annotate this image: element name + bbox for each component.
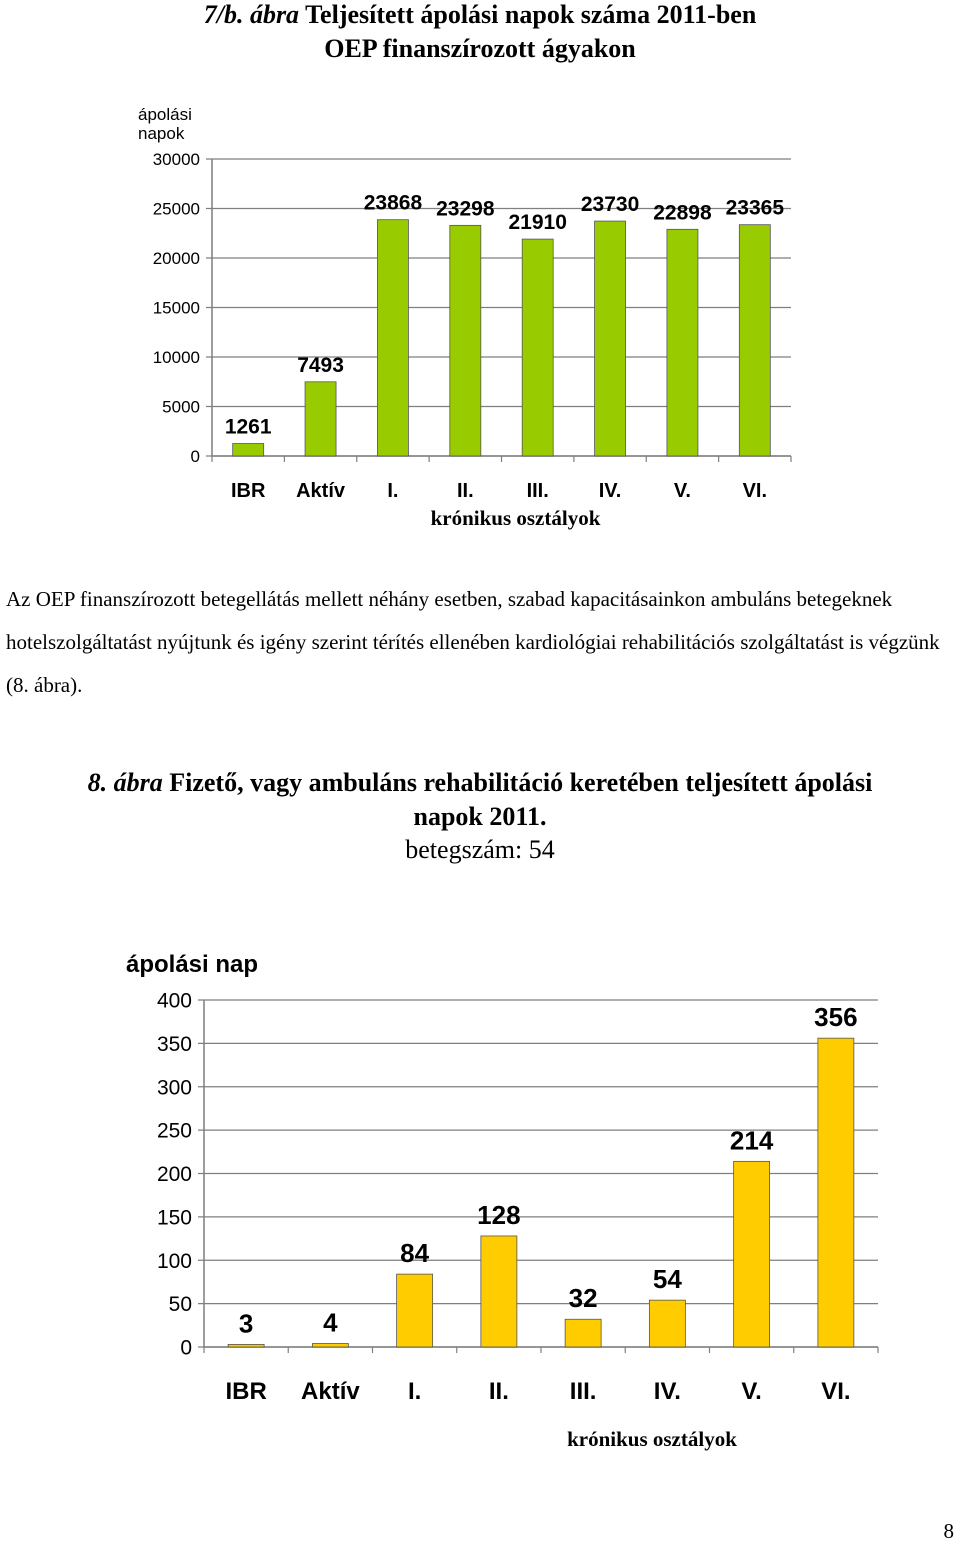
y-tick-label: 5000 <box>162 397 200 417</box>
data-label: 3 <box>238 1308 254 1339</box>
y-tick-label: 400 <box>156 989 192 1013</box>
data-label: 1261 <box>224 415 272 439</box>
y-axis-label: ápolási napok <box>138 105 192 143</box>
chart-paid-rehab-nursing-days <box>0 940 960 1420</box>
figure7-caption-line2: OEP finanszírozott ágyakon <box>324 34 636 63</box>
data-label: 356 <box>814 1002 858 1033</box>
y-tick-label: 15000 <box>152 298 200 318</box>
y-tick-label: 30000 <box>152 150 200 170</box>
x-category-label: II. <box>456 480 474 502</box>
y-axis-label: ápolási nap <box>126 951 259 978</box>
y-tick-label: 250 <box>156 1119 192 1143</box>
y-tick-label: 300 <box>156 1076 192 1100</box>
figure8-caption-prefix: 8. ábra <box>87 768 163 797</box>
y-tick-label: 150 <box>156 1206 192 1230</box>
data-label: 54 <box>652 1264 682 1295</box>
x-category-label: V. <box>741 1378 762 1405</box>
x-category-label: VI. <box>742 480 768 502</box>
data-label: 22898 <box>653 201 712 225</box>
x-category-label: III. <box>526 480 549 502</box>
figure7-caption-prefix: 7/b. ábra <box>203 0 300 29</box>
x-category-label: II. <box>488 1378 509 1405</box>
x-category-label: V. <box>673 480 691 502</box>
bar-iii <box>522 239 553 456</box>
figure7-caption-line1: Teljesített ápolási napok száma 2011-ben <box>305 0 757 29</box>
data-label: 214 <box>729 1125 774 1156</box>
x-category-label: IV. <box>598 480 622 502</box>
bar-iv <box>649 1300 685 1347</box>
y-tick-label: 25000 <box>152 199 200 219</box>
bar-v <box>734 1161 770 1347</box>
x-category-label: IBR <box>230 480 266 502</box>
y-tick-label: 100 <box>156 1249 192 1273</box>
bar-i <box>377 220 408 456</box>
figure8-caption-line2: napok 2011. <box>413 802 547 831</box>
chart1-xgroup-label: krónikus osztályok <box>430 506 601 530</box>
figure8-caption-line1: Fizető, vagy ambuláns rehabilitáció keretében teljesített ápolási <box>169 768 873 797</box>
y-tick-label: 50 <box>168 1293 192 1317</box>
x-category-label: Aktív <box>301 1378 360 1405</box>
data-label: 32 <box>568 1283 598 1314</box>
data-label: 21910 <box>508 211 567 235</box>
x-category-label: VI. <box>821 1378 851 1405</box>
figure7-caption <box>0 0 960 66</box>
x-category-label: IV. <box>653 1378 681 1405</box>
chart2-xgroup-label: krónikus osztályok <box>567 1427 737 1451</box>
x-category-label: Aktív <box>296 480 346 502</box>
x-category-label: I. <box>407 1378 422 1405</box>
body-paragraph <box>6 578 956 707</box>
y-tick-label: 20000 <box>152 249 200 269</box>
data-label: 84 <box>400 1238 430 1269</box>
body-paragraph-text: Az OEP finanszírozott betegellátás mellett néhány esetben, szabad kapacitásainkon ambuláns betegeknek hotelszolgáltatást nyújtunk és igény szerint térítés ellenében kardiológiai rehabilitációs szolgáltatást is végzünk (8. ábra). <box>6 587 940 697</box>
bar-ii <box>481 1236 517 1347</box>
data-label: 23298 <box>436 197 495 221</box>
bar-iii <box>565 1319 601 1347</box>
bar-iv <box>595 221 626 456</box>
data-label: 4 <box>323 1307 338 1338</box>
bar-i <box>397 1274 433 1347</box>
data-label: 23868 <box>363 191 423 215</box>
figure8-caption <box>0 766 960 834</box>
page-number: 8 <box>943 1519 954 1543</box>
data-label: 7493 <box>297 353 344 377</box>
data-label: 128 <box>477 1199 521 1230</box>
x-category-label: I. <box>387 480 399 502</box>
x-category-label: IBR <box>225 1378 267 1405</box>
bar-ibr <box>228 1344 264 1347</box>
y-tick-label: 350 <box>156 1032 192 1056</box>
chart-oep-nursing-days <box>0 90 960 510</box>
bar-aktív <box>312 1344 348 1347</box>
figure8-subtitle: betegszám: 54 <box>405 835 555 864</box>
bar-ibr <box>233 444 264 456</box>
bar-aktív <box>305 382 336 456</box>
bar-vi <box>739 225 770 456</box>
bar-vi <box>818 1038 854 1347</box>
data-label: 23365 <box>725 196 785 220</box>
y-tick-label: 0 <box>190 447 200 467</box>
x-category-label: III. <box>569 1378 597 1405</box>
bar-ii <box>450 225 481 456</box>
bar-v <box>667 229 698 456</box>
y-tick-label: 0 <box>180 1336 192 1360</box>
y-tick-label: 200 <box>156 1163 192 1187</box>
y-tick-label: 10000 <box>152 348 200 368</box>
data-label: 23730 <box>580 193 640 217</box>
